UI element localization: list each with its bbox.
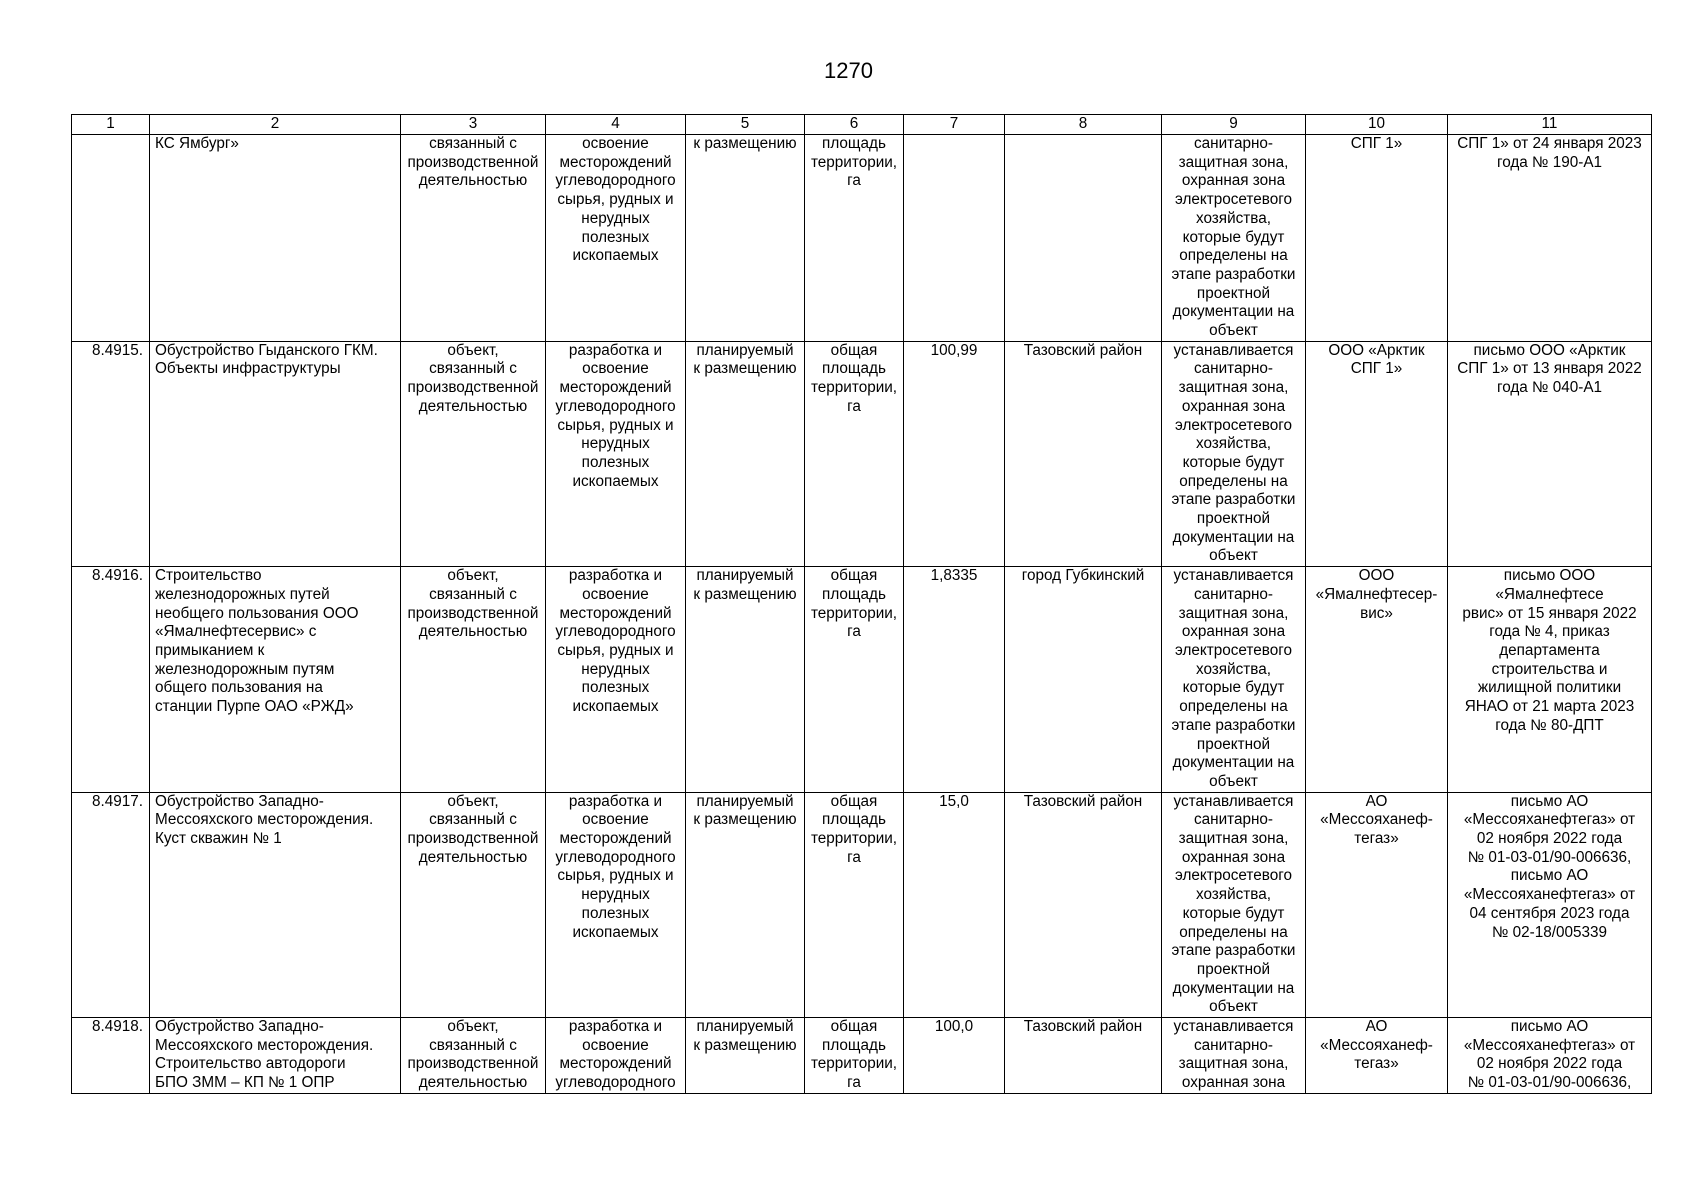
column-header: 11 xyxy=(1448,115,1652,135)
column-header: 10 xyxy=(1306,115,1448,135)
purpose-cell: разработка и освоение месторождений углеводородного сырья, рудных и нерудных полезных ископаемых xyxy=(546,792,686,1017)
header-row xyxy=(72,115,1652,135)
status-cell: планируемый к размещению xyxy=(686,1018,805,1094)
location-cell: Тазовский район xyxy=(1005,792,1162,1017)
zone-cell: устанавливается санитарно- защитная зона, охранная зона xyxy=(1162,1018,1306,1094)
object-type-cell: связанный с производственной деятельностью xyxy=(401,135,546,342)
document-cell: письмо ООО «Арктик СПГ 1» от 13 января 2022 года № 040-А1 xyxy=(1448,341,1652,566)
zone-cell: устанавливается санитарно- защитная зона, охранная зона электросетевого хозяйства, которые будут определены на этапе разработки проектной документации на объект xyxy=(1162,567,1306,792)
zone-cell: санитарно- защитная зона, охранная зона электросетевого хозяйства, которые будут определены на этапе разработки проектной документации на объект xyxy=(1162,135,1306,342)
purpose-cell: освоение месторождений углеводородного сырья, рудных и нерудных полезных ископаемых xyxy=(546,135,686,342)
location-cell: Тазовский район xyxy=(1005,1018,1162,1094)
column-header: 8 xyxy=(1005,115,1162,135)
table-row xyxy=(72,341,1652,566)
characteristic-cell: общая площадь территории, га xyxy=(805,341,904,566)
document-cell: письмо ООО «Ямалнефтесе рвис» от 15 января 2022 года № 4, приказ департамента строительства и жилищной политики ЯНАО от 21 марта 2023 года № 80-ДПТ xyxy=(1448,567,1652,792)
area-value-cell: 1,8335 xyxy=(904,567,1005,792)
object-name-cell: КС Ямбург» xyxy=(150,135,401,342)
object-type-cell: объект, связанный с производственной деятельностью xyxy=(401,341,546,566)
row-number-cell: 8.4918. xyxy=(72,1018,150,1094)
status-cell: планируемый к размещению xyxy=(686,567,805,792)
area-value-cell: 100,99 xyxy=(904,341,1005,566)
characteristic-cell: общая площадь территории, га xyxy=(805,567,904,792)
column-header: 2 xyxy=(150,115,401,135)
column-header: 9 xyxy=(1162,115,1306,135)
object-name-cell: Обустройство Западно- Мессояхского месторождения. Строительство автодороги БПО ЗММ – КП № 1 ОПР xyxy=(150,1018,401,1094)
row-number-cell: 8.4916. xyxy=(72,567,150,792)
purpose-cell: разработка и освоение месторождений углеводородного сырья, рудных и нерудных полезных ископаемых xyxy=(546,341,686,566)
object-type-cell: объект, связанный с производственной деятельностью xyxy=(401,1018,546,1094)
row-number-cell: 8.4915. xyxy=(72,341,150,566)
table-row xyxy=(72,135,1652,342)
status-cell: к размещению xyxy=(686,135,805,342)
table-row xyxy=(72,792,1652,1017)
zone-cell: устанавливается санитарно- защитная зона, охранная зона электросетевого хозяйства, которые будут определены на этапе разработки проектной документации на объект xyxy=(1162,341,1306,566)
object-type-cell: объект, связанный с производственной деятельностью xyxy=(401,792,546,1017)
organization-cell: ООО «Ямалнефтесер- вис» xyxy=(1306,567,1448,792)
object-name-cell: Обустройство Западно- Мессояхского месторождения. Куст скважин № 1 xyxy=(150,792,401,1017)
column-header: 7 xyxy=(904,115,1005,135)
zone-cell: устанавливается санитарно- защитная зона, охранная зона электросетевого хозяйства, которые будут определены на этапе разработки проектной документации на объект xyxy=(1162,792,1306,1017)
characteristic-cell: общая площадь территории, га xyxy=(805,792,904,1017)
object-name-cell: Обустройство Гыданского ГКМ. Объекты инфраструктуры xyxy=(150,341,401,566)
characteristic-cell: общая площадь территории, га xyxy=(805,1018,904,1094)
purpose-cell: разработка и освоение месторождений углеводородного xyxy=(546,1018,686,1094)
page-number: 1270 xyxy=(824,58,873,83)
table-row xyxy=(72,1018,1652,1094)
row-number-cell xyxy=(72,135,150,342)
location-cell: Тазовский район xyxy=(1005,341,1162,566)
object-name-cell: Строительство железнодорожных путей необщего пользования ООО «Ямалнефтесервис» с примыканием к железнодорожным путям общего пользования на станции Пурпе ОАО «РЖД» xyxy=(150,567,401,792)
area-value-cell: 15,0 xyxy=(904,792,1005,1017)
area-value-cell xyxy=(904,135,1005,342)
table-row xyxy=(72,567,1652,792)
characteristic-cell: площадь территории, га xyxy=(805,135,904,342)
area-value-cell: 100,0 xyxy=(904,1018,1005,1094)
document-cell: письмо АО «Мессояханефтегаз» от 02 ноября 2022 года № 01-03-01/90-006636, xyxy=(1448,1018,1652,1094)
organization-cell: ООО «Арктик СПГ 1» xyxy=(1306,341,1448,566)
row-number-cell: 8.4917. xyxy=(72,792,150,1017)
purpose-cell: разработка и освоение месторождений углеводородного сырья, рудных и нерудных полезных ископаемых xyxy=(546,567,686,792)
document-cell: письмо АО «Мессояханефтегаз» от 02 ноября 2022 года № 01-03-01/90-006636, письмо АО «Мессояханефтегаз» от 04 сентября 2023 года № 02-18/005339 xyxy=(1448,792,1652,1017)
organization-cell: СПГ 1» xyxy=(1306,135,1448,342)
location-cell xyxy=(1005,135,1162,342)
registry-table xyxy=(71,114,1652,1094)
document-cell: СПГ 1» от 24 января 2023 года № 190-А1 xyxy=(1448,135,1652,342)
object-type-cell: объект, связанный с производственной деятельностью xyxy=(401,567,546,792)
column-header: 6 xyxy=(805,115,904,135)
location-cell: город Губкинский xyxy=(1005,567,1162,792)
column-header: 1 xyxy=(72,115,150,135)
column-header: 4 xyxy=(546,115,686,135)
organization-cell: АО «Мессояханеф- тегаз» xyxy=(1306,1018,1448,1094)
status-cell: планируемый к размещению xyxy=(686,792,805,1017)
column-header: 3 xyxy=(401,115,546,135)
column-header: 5 xyxy=(686,115,805,135)
organization-cell: АО «Мессояханеф- тегаз» xyxy=(1306,792,1448,1017)
status-cell: планируемый к размещению xyxy=(686,341,805,566)
